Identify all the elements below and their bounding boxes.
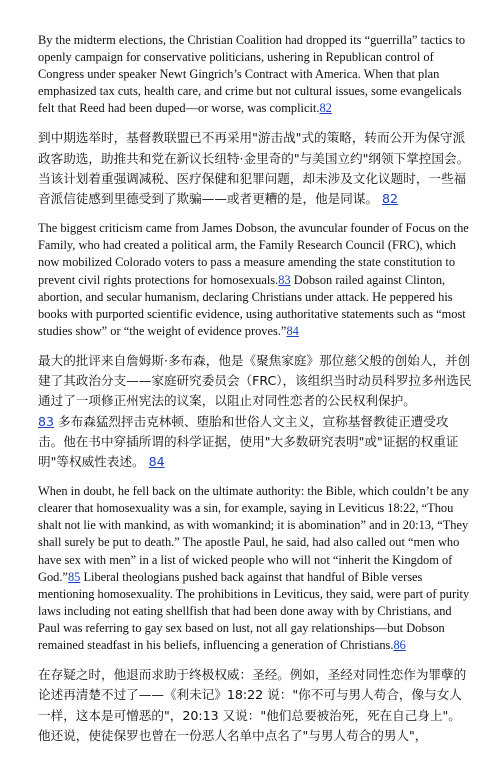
paragraph-text: 多布森猛烈抨击克林顿、堕胎和世俗人文主义，宣称基督教徒正遭受攻击。他在书中穿插所谓的科学证据，使用"大多数研究表明"或"证据的权重证明"等权威性表述。 (38, 413, 459, 469)
paragraph-zh-2 (38, 351, 472, 472)
footnote-ref-link[interactable]: 86 (393, 638, 406, 652)
paragraph-text: When in doubt, he fell back on the ultimate authority: the Bible, which couldn’t be any clearer that homosexuality was a sin, for example, saying in Leviticus 18:22, “Thou shalt not lie with mankind, as with womankind; it is abomination” and in 20:13, “They shall surely be put to death.” The apostle Paul, he said, had also called out “men who have sex with men” in a list of wicked people who will not “inherit the Kingdom of God.” (38, 484, 469, 584)
paragraph-text: The biggest criticism came from James Dobson, the avuncular founder of Focus on the Family, who had created a political arm, the Family Research Council (FRC), which now mobilized Colorado voters to pass a measure amending the state constitution to prevent civil rights protections for homosexuals. (38, 221, 469, 287)
paragraph-text: Dobson railed against Clinton, abortion, and secular humanism, declaring Christians under attack. He peppered his books with purported scientific evidence, using authoritative statements such as “most studies show” or “the weight of evidence proves.” (38, 272, 466, 338)
footnote-ref-link[interactable]: 83 (278, 272, 291, 287)
paragraph-text: 在存疑之时，他退而求助于终极权威：圣经。例如，圣经对同性恋作为罪孽的论述再清楚不过了——《利未记》18:22 说："你不可与男人苟合，像与女人一样，这本是可憎恶的"，20:13 又说："他们总要被治死，死在自己身上"。他还说，使徒保罗也曾在一份恶人名单中点名了"与男人苟合的男人"， (38, 667, 467, 743)
paragraph-text: 最大的批评来自詹姆斯·多布森，他是《聚焦家庭》那位慈父般的创始人，并创建了其政治分支——家庭研究委员会（FRC），该组织当时动员科罗拉多州选民通过了一项修正州宪法的议案，以阻止对同性恋者的公民权利保护。 (38, 352, 472, 409)
footnote-ref-link[interactable]: 83 (38, 413, 55, 429)
paragraph-en-3 (38, 483, 472, 654)
paragraph-en-1 (38, 32, 472, 117)
paragraph-text: 到中期选举时，基督教联盟已不再采用"游击战"式的策略，转而公开为保守派政客助选，助推共和党在新议长纽特·金里奇的"与美国立约"纲领下掌控国会。当该计划着重强调减税、医疗保健和犯罪问题，却未涉及文化议题时，一些福音派信徒感到里德受到了欺骗——或者更糟的是，他是同谋。 (38, 130, 470, 207)
paragraph-text: Liberal theologians pushed back against that handful of Bible verses mentioning homosexuality. The prohibitions in Leviticus, they said, were part of purity laws including not eating shellfish that had been done away with by Christians, and Paul was referring to gay sex based on lust, not all gay relationships—but Dobson remained steadfast in his beliefs, influencing a generation of Christians. (38, 569, 470, 652)
document-page (38, 32, 472, 757)
footnote-ref-link[interactable]: 84 (148, 453, 165, 469)
footnote-ref-link[interactable]: 82 (382, 191, 399, 207)
paragraph-en-2 (38, 220, 472, 340)
paragraph-zh-1 (38, 128, 472, 209)
footnote-ref-link[interactable]: 84 (286, 323, 299, 338)
paragraph-text: By the midterm elections, the Christian Coalition had dropped its “guerrilla” tactics to openly campaign for conservative politicians, ushering in Republican control of Congress under speaker Newt Gingrich’s Contract with America. When that plan emphasized tax cuts, health care, and crime but not cultural issues, some evangelicals felt that Reed had been duped—or worse, was complicit. (38, 33, 466, 116)
footnote-ref-link[interactable]: 85 (67, 569, 81, 584)
footnote-ref-link[interactable]: 82 (319, 101, 332, 116)
